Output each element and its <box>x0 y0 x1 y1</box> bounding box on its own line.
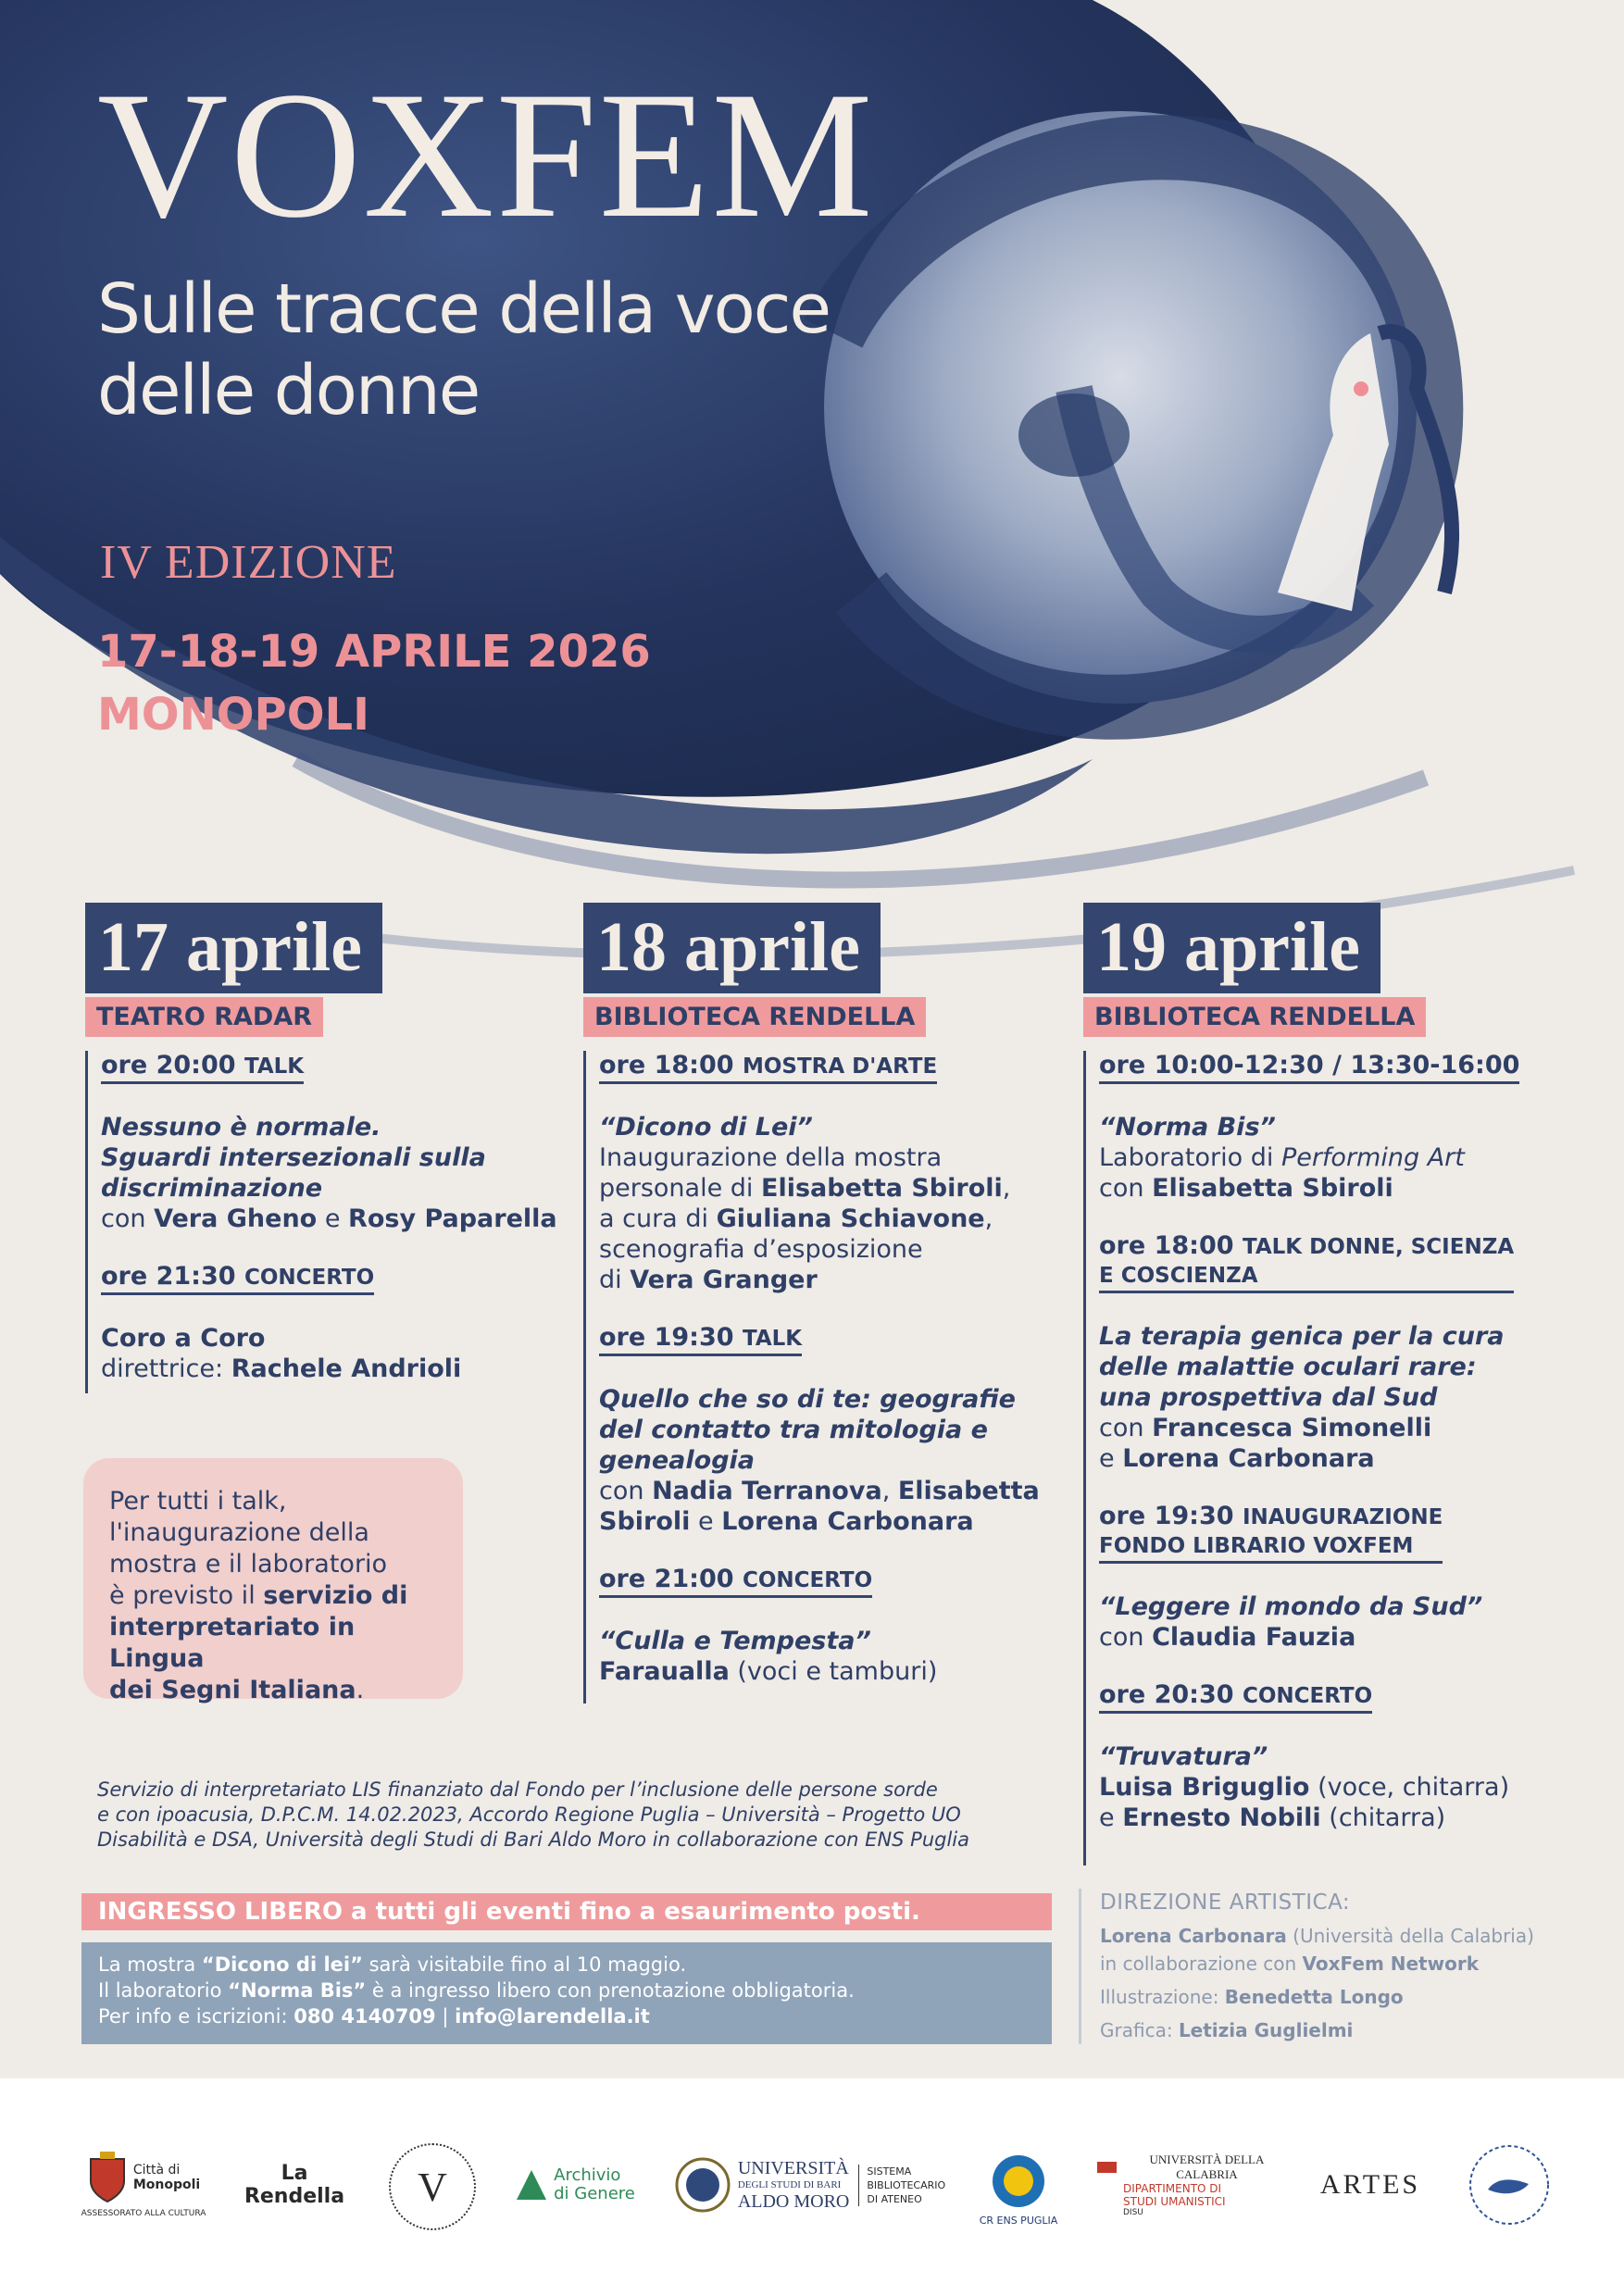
event-description: “Norma Bis” Laboratorio di Performing Art con Elisabetta Sbiroli <box>1099 1113 1465 1203</box>
city-text: MONOPOLI <box>97 689 369 741</box>
day-heading: 18 aprile <box>583 903 881 993</box>
ens-puglia-logo: CR ENS PUGLIA <box>972 2139 1065 2240</box>
edition-label: IV EDIZIONE <box>100 536 397 589</box>
event-time: ore 21:30 CONCERTO <box>101 1262 374 1295</box>
subtitle-line: Sulle tracce della voce <box>97 269 831 349</box>
ens-emblem-icon <box>991 2153 1046 2209</box>
archivio-di-genere-logo: Archivio di Genere <box>509 2157 639 2213</box>
event-description: Coro a Coro direttrice: Rachele Andrioli <box>101 1324 462 1383</box>
program-day-19 <box>1083 1051 1618 1866</box>
page-title: VOXFEM <box>97 55 875 256</box>
day-heading: 19 aprile <box>1083 903 1380 993</box>
subtitle-line: delle donne <box>97 351 480 430</box>
event-dates <box>97 620 651 746</box>
uniba-logo: UNIVERSITÀ DEGLI STUDI DI BARI ALDO MORO SISTEMA BIBLIOTECARIO DI ATENEO <box>667 2148 954 2222</box>
event-time: ore 10:00-12:30 / 13:30-16:00 <box>1099 1051 1519 1084</box>
voxfem-network-logo: V <box>389 2143 476 2230</box>
event-time: ore 19:30 INAUGURAZIONE FONDO LIBRARIO VOXFEM <box>1099 1502 1443 1564</box>
credits: DIREZIONE ARTISTICA: Lorena Carbonara (Università della Calabria) in collaborazione con VoxFem Network Illustrazione: Benedetta Longo Grafica: Letizia Guglielmi <box>1079 1889 1618 2044</box>
venue-label: TEATRO RADAR <box>85 997 323 1037</box>
event-description: “Culla e Tempesta” Faraualla (voci e tamburi) <box>599 1627 938 1686</box>
day-column-19 <box>1083 903 1426 1037</box>
event-time: ore 20:00 TALK <box>101 1051 304 1084</box>
event-time: ore 20:30 CONCERTO <box>1099 1680 1372 1714</box>
day-column-18 <box>583 903 926 1037</box>
event-description: Quello che so di te: geografie del contatto tra mitologia e genealogia con Nadia Terranova, Elisabetta Sbiroli e Lorena Carbonara <box>599 1385 1040 1536</box>
program-day-18 <box>583 1051 1081 1703</box>
venue-label: BIBLIOTECA RENDELLA <box>1083 997 1426 1037</box>
event-description: “Dicono di Lei” Inaugurazione della mostra personale di Elisabetta Sbiroli, a cura di Giuliana Schiavone, scenografia d’esposizione di Vera Granger <box>599 1113 1011 1294</box>
day-heading: 17 aprile <box>85 903 382 993</box>
phone-number[interactable]: 080 4140709 <box>294 2005 436 2028</box>
page-subtitle <box>97 268 968 431</box>
free-entry-banner: INGRESSO LIBERO a tutti gli eventi fino a esaurimento posti. <box>81 1893 1052 1930</box>
sponsor-footer <box>0 2078 1624 2296</box>
event-time: ore 21:00 CONCERTO <box>599 1565 872 1598</box>
dates-text: 17-18-19 APRILE 2026 <box>97 626 651 678</box>
program-day-17 <box>85 1051 582 1393</box>
rendella-logo: La Rendella <box>244 2162 345 2208</box>
email-link[interactable]: info@larendella.it <box>455 2005 650 2028</box>
university-seal-icon <box>675 2157 731 2213</box>
event-description: La terapia genica per la cura delle malattie oculari rare: una prospettiva dal Sud con Francesca Simonelli e Lorena Carbonara <box>1099 1322 1505 1473</box>
event-description: “Leggere il mondo da Sud” con Claudia Fauzia <box>1099 1592 1483 1652</box>
event-time: ore 18:00 TALK DONNE, SCIENZA E COSCIENZA <box>1099 1231 1514 1293</box>
mediterranean-map-icon <box>1468 2143 1551 2227</box>
info-banner: La mostra “Dicono di lei” sarà visitabile fino al 10 maggio. Il laboratorio “Norma Bis” è a ingresso libero con prenotazione obbligatoria. Per info e iscrizioni: 080 4140709 | info@larendella.it <box>81 1942 1052 2044</box>
day-column-17 <box>85 903 382 1037</box>
venue-label: BIBLIOTECA RENDELLA <box>583 997 926 1037</box>
funding-note: Servizio di interpretariato LIS finanziato dal Fondo per l’inclusione delle persone sorde e con ipoacusia, D.P.C.M. 14.02.2023, Accordo Regione Puglia – Università – Progetto UO Disabilità e DSA, Università degli Studi di Bari Aldo Moro in collaborazione con ENS Puglia <box>97 1778 969 1851</box>
mediterraneo-logo <box>1463 2139 1555 2231</box>
lis-info-box: Per tutti i talk, l'inaugurazione della mostra e il laboratorio è previsto il servizio di interpretariato in Lingua dei Segni Italiana. <box>83 1458 463 1699</box>
credits-heading: DIREZIONE ARTISTICA: <box>1100 1890 1351 1915</box>
event-description: “Truvatura” Luisa Briguglio (voce, chitarra) e Ernesto Nobili (chitarra) <box>1099 1742 1510 1832</box>
leaf-icon <box>513 2166 550 2203</box>
artes-logo: ARTES <box>1319 2169 1421 2200</box>
event-description: Nessuno è normale. Sguardi intersezionali sulla discriminazione con Vera Gheno e Rosy Paparella <box>101 1113 557 1233</box>
monopoli-logo: Città di Monopoli ASSESSORATO ALLA CULTURA <box>79 2134 208 2236</box>
unical-logo: UNIVERSITÀ DELLA CALABRIA DIPARTIMENTO DI STUDI UMANISTICI DISU <box>1097 2148 1292 2222</box>
event-time: ore 18:00 MOSTRA D'ARTE <box>599 1051 937 1084</box>
crest-icon <box>87 2152 128 2203</box>
event-time: ore 19:30 TALK <box>599 1323 802 1356</box>
